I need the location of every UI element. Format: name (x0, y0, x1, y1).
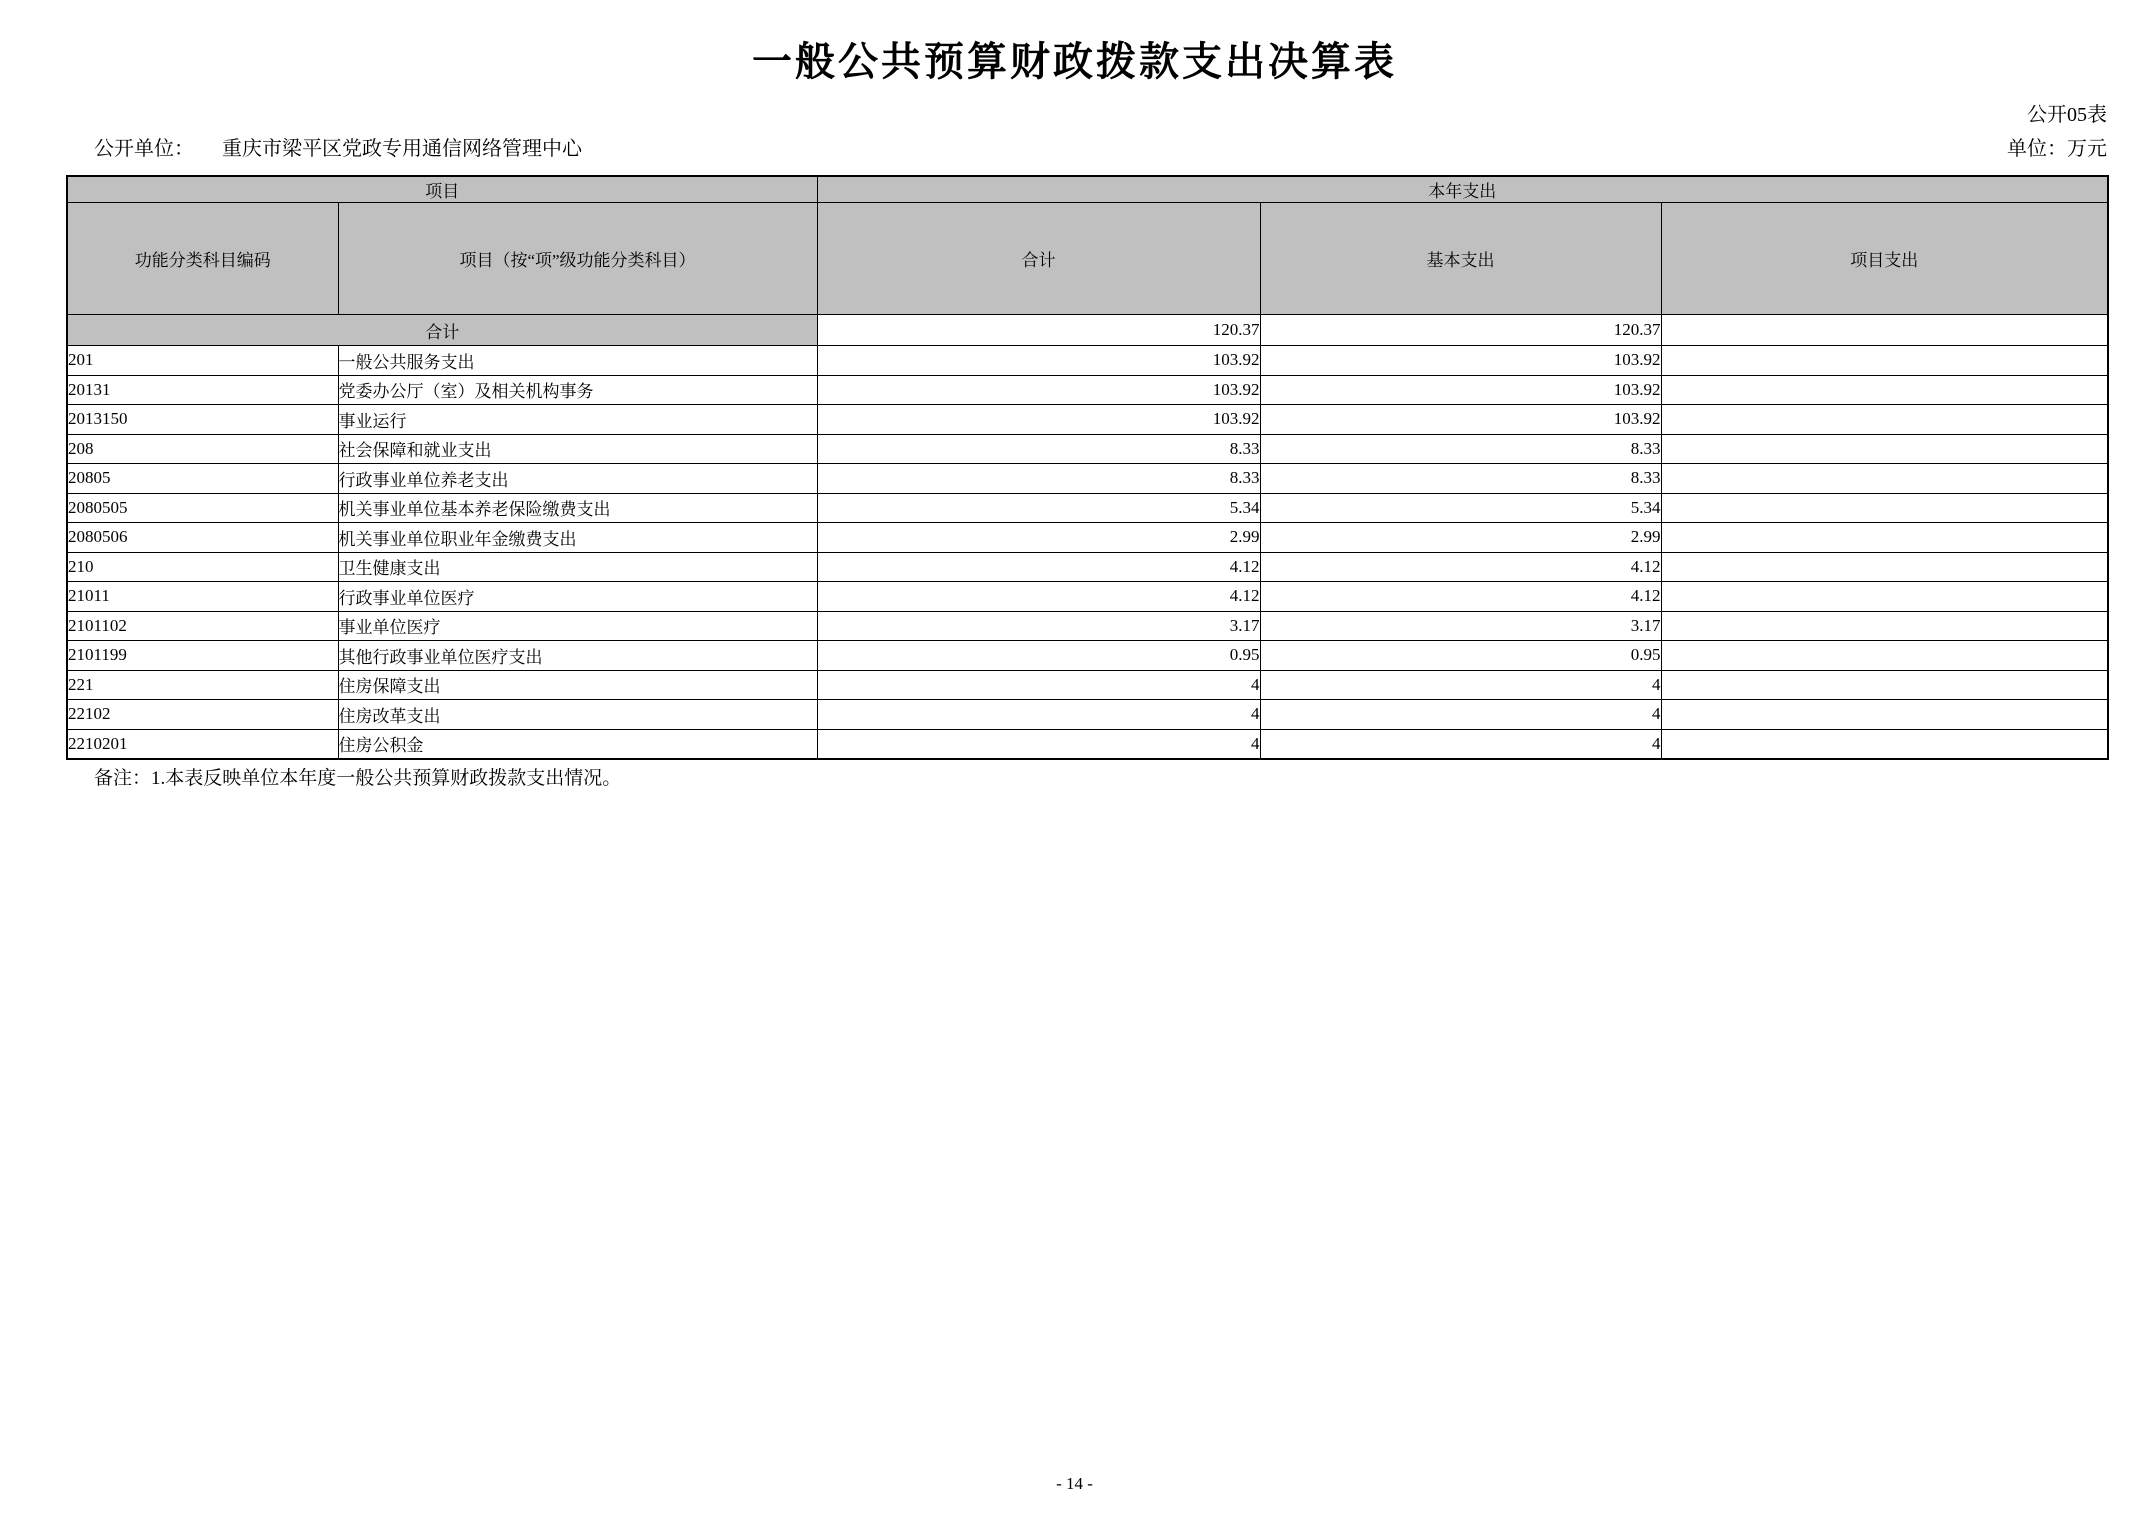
cell-item: 事业运行 (338, 405, 817, 435)
table-row (67, 434, 2108, 464)
cell-code: 22102 (67, 700, 338, 730)
header-group-current-year: 本年支出 (817, 176, 2108, 203)
table-row (67, 464, 2108, 494)
total-row-label: 合计 (67, 315, 817, 346)
org-label: 公开单位： (94, 138, 194, 160)
cell-item: 一般公共服务支出 (338, 346, 817, 376)
cell-code: 2080506 (67, 523, 338, 553)
cell-project (1661, 493, 2108, 523)
cell-item: 其他行政事业单位医疗支出 (338, 641, 817, 671)
cell-project (1661, 464, 2108, 494)
header-columns-row (67, 203, 2108, 315)
page-title: 一般公共预算财政拨款支出决算表 (752, 39, 1397, 84)
org-line (94, 132, 582, 161)
cell-code: 221 (67, 670, 338, 700)
cell-code: 20131 (67, 375, 338, 405)
cell-total: 103.92 (817, 375, 1260, 405)
cell-total: 103.92 (817, 346, 1260, 376)
cell-project (1661, 434, 2108, 464)
cell-item: 社会保障和就业支出 (338, 434, 817, 464)
header-col-item: 项目（按“项”级功能分类科目） (338, 203, 817, 315)
table-row (67, 641, 2108, 671)
cell-item: 事业单位医疗 (338, 611, 817, 641)
cell-total: 4 (817, 670, 1260, 700)
cell-basic: 3.17 (1260, 611, 1661, 641)
cell-item: 党委办公厅（室）及相关机构事务 (338, 375, 817, 405)
header-col-total: 合计 (817, 203, 1260, 315)
cell-code: 2101102 (67, 611, 338, 641)
cell-basic: 103.92 (1260, 346, 1661, 376)
org-name: 重庆市梁平区党政专用通信网络管理中心 (222, 138, 582, 160)
cell-basic: 5.34 (1260, 493, 1661, 523)
cell-item: 行政事业单位医疗 (338, 582, 817, 612)
cell-project (1661, 405, 2108, 435)
total-row-total: 120.37 (817, 315, 1260, 346)
cell-item: 行政事业单位养老支出 (338, 464, 817, 494)
cell-item: 机关事业单位基本养老保险缴费支出 (338, 493, 817, 523)
table-code-label: 公开05表 (2027, 104, 2107, 126)
cell-project (1661, 552, 2108, 582)
cell-project (1661, 670, 2108, 700)
cell-basic: 4.12 (1260, 582, 1661, 612)
cell-project (1661, 641, 2108, 671)
cell-total: 4.12 (817, 582, 1260, 612)
header-group-project: 项目 (67, 176, 817, 203)
cell-code: 210 (67, 552, 338, 582)
cell-basic: 4 (1260, 670, 1661, 700)
cell-basic: 103.92 (1260, 405, 1661, 435)
cell-total: 4 (817, 700, 1260, 730)
cell-total: 103.92 (817, 405, 1260, 435)
cell-basic: 4 (1260, 700, 1661, 730)
cell-project (1661, 346, 2108, 376)
cell-total: 4.12 (817, 552, 1260, 582)
cell-project (1661, 700, 2108, 730)
cell-code: 20805 (67, 464, 338, 494)
table-row (67, 729, 2108, 759)
table-row (67, 582, 2108, 612)
table-row (67, 346, 2108, 376)
cell-code: 208 (67, 434, 338, 464)
page-number: - 14 - (1056, 1474, 1093, 1493)
cell-basic: 4 (1260, 729, 1661, 759)
cell-code: 2101199 (67, 641, 338, 671)
header-col-basic: 基本支出 (1260, 203, 1661, 315)
cell-project (1661, 611, 2108, 641)
cell-code: 201 (67, 346, 338, 376)
cell-basic: 0.95 (1260, 641, 1661, 671)
cell-basic: 4.12 (1260, 552, 1661, 582)
cell-project (1661, 729, 2108, 759)
cell-total: 8.33 (817, 464, 1260, 494)
header-group-row (67, 176, 2108, 203)
cell-code: 2210201 (67, 729, 338, 759)
total-row-basic: 120.37 (1260, 315, 1661, 346)
cell-project (1661, 523, 2108, 553)
cell-code: 21011 (67, 582, 338, 612)
table-row (67, 405, 2108, 435)
cell-code: 2080505 (67, 493, 338, 523)
cell-total: 0.95 (817, 641, 1260, 671)
footnote: 备注：1.本表反映单位本年度一般公共预算财政拨款支出情况。 (94, 768, 622, 789)
table-row (67, 700, 2108, 730)
header-col-project: 项目支出 (1661, 203, 2108, 315)
table-row (67, 611, 2108, 641)
table-row (67, 375, 2108, 405)
table-row (67, 552, 2108, 582)
table-row (67, 523, 2108, 553)
table-body (67, 315, 2108, 759)
cell-basic: 103.92 (1260, 375, 1661, 405)
cell-project (1661, 582, 2108, 612)
expenditure-table (66, 175, 2109, 760)
cell-item: 住房改革支出 (338, 700, 817, 730)
total-row-project (1661, 315, 2108, 346)
cell-code: 2013150 (67, 405, 338, 435)
cell-basic: 8.33 (1260, 434, 1661, 464)
cell-item: 卫生健康支出 (338, 552, 817, 582)
header-col-code: 功能分类科目编码 (67, 203, 338, 315)
total-row (67, 315, 2108, 346)
cell-total: 2.99 (817, 523, 1260, 553)
cell-total: 8.33 (817, 434, 1260, 464)
cell-total: 4 (817, 729, 1260, 759)
unit-label: 单位：万元 (2007, 138, 2107, 160)
cell-total: 5.34 (817, 493, 1260, 523)
cell-basic: 2.99 (1260, 523, 1661, 553)
table-row (67, 493, 2108, 523)
cell-total: 3.17 (817, 611, 1260, 641)
table-row (67, 670, 2108, 700)
cell-item: 机关事业单位职业年金缴费支出 (338, 523, 817, 553)
cell-item: 住房保障支出 (338, 670, 817, 700)
cell-project (1661, 375, 2108, 405)
cell-item: 住房公积金 (338, 729, 817, 759)
cell-basic: 8.33 (1260, 464, 1661, 494)
meta-line (94, 132, 2107, 161)
